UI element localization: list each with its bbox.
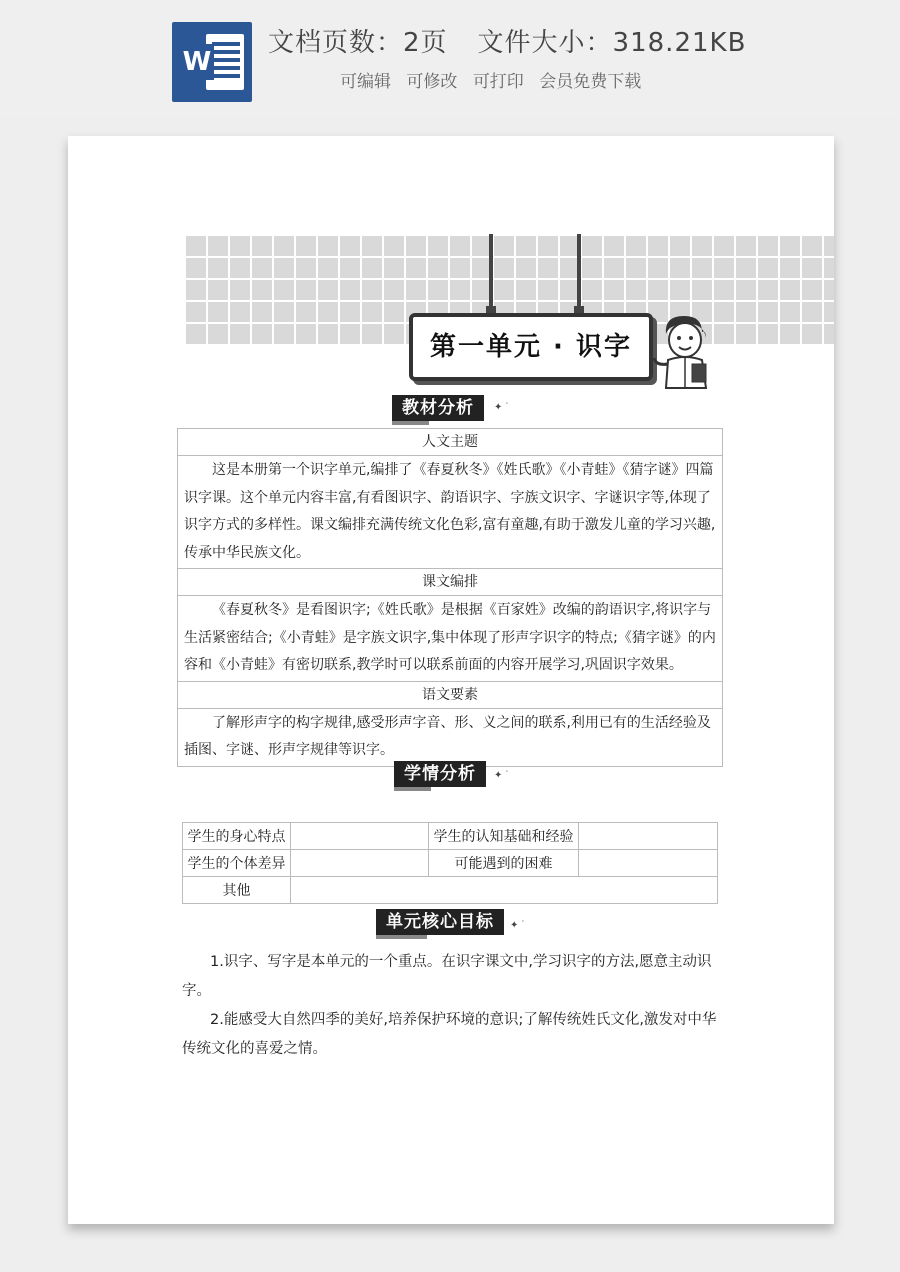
table-row-text: 了解形声字的构字规律,感受形声字音、形、义之间的联系,利用已有的生活经验及插图、字谜、形声字规律等识字。 (178, 708, 723, 766)
table-cell-label: 学生的认知基础和经验 (429, 823, 579, 850)
table-row-text: 这是本册第一个识字单元,编排了《春夏秋冬》《姓氏歌》《小青蛙》《猜字谜》四篇识字课。这个单元内容丰富,有看图识字、韵语识字、字族文识字、字谜识字等,体现了识字方式的多样性。课文编排充满传统文化色彩,富有童趣,有助于激发儿童的学习兴趣,传承中华民族文化。 (178, 456, 723, 569)
core-goals-list (182, 948, 722, 1064)
unit-title: 第一单元 · 识字 (409, 313, 653, 381)
table-row-heading: 语文要素 (178, 681, 723, 708)
textbook-analysis-table (177, 428, 723, 767)
page-count: 文档页数：2页 (268, 28, 448, 58)
download-banner (0, 0, 900, 118)
document-info (268, 22, 776, 59)
section-label-learner-analysis: 学情分析 (394, 761, 486, 787)
table-row-text: 《春夏秋冬》是看图识字;《姓氏歌》是根据《百家姓》改编的韵语识字,将识字与生活紧密结合;《小青蛙》是字族文识字,集中体现了形声字识字的特点;《猜字谜》的内容和《小青蛙》有密切联系,教学时可以联系前面的内容开展学习,巩固识字效果。 (178, 596, 723, 682)
sparkle-icon: ✦˙ (494, 402, 512, 413)
word-document-icon: W (172, 22, 252, 102)
feature-editable: 可编辑 (340, 72, 391, 92)
table-cell-empty[interactable] (291, 850, 429, 877)
table-cell-label: 可能遇到的困难 (429, 850, 579, 877)
goal-item: 2.能感受大自然四季的美好,培养保护环境的意识;了解传统姓氏文化,激发对中华传统文化的喜爱之情。 (182, 1012, 717, 1057)
table-row-heading: 课文编排 (178, 569, 723, 596)
table-cell-label: 学生的身心特点 (183, 823, 291, 850)
feature-printable: 可打印 (472, 72, 524, 92)
feature-free-download: 会员免费下载 (539, 72, 642, 92)
sparkle-icon: ✦˙ (494, 770, 512, 781)
hanging-rod-right (577, 234, 581, 306)
goal-item: 1.识字、写字是本单元的一个重点。在识字课文中,学习识字的方法,愿意主动识字。 (182, 954, 712, 999)
table-cell-empty[interactable] (579, 823, 718, 850)
section-label-textbook-analysis: 教材分析 (392, 395, 484, 421)
table-cell-empty[interactable] (291, 823, 429, 850)
table-cell-label: 其他 (183, 877, 291, 904)
cartoon-boy-icon (652, 312, 712, 390)
table-row-heading: 人文主题 (178, 429, 723, 456)
feature-list (340, 67, 651, 92)
document-page (68, 136, 834, 1224)
section-label-core-goals: 单元核心目标 (376, 909, 504, 935)
file-size: 文件大小：318.21KB (477, 28, 747, 58)
sparkle-icon: ✦˙ (510, 920, 528, 931)
table-cell-empty[interactable] (291, 877, 718, 904)
hanging-rod-left (489, 234, 493, 306)
learner-analysis-table (182, 822, 718, 904)
feature-modifiable: 可修改 (406, 72, 458, 92)
table-cell-empty[interactable] (579, 850, 718, 877)
table-cell-label: 学生的个体差异 (183, 850, 291, 877)
